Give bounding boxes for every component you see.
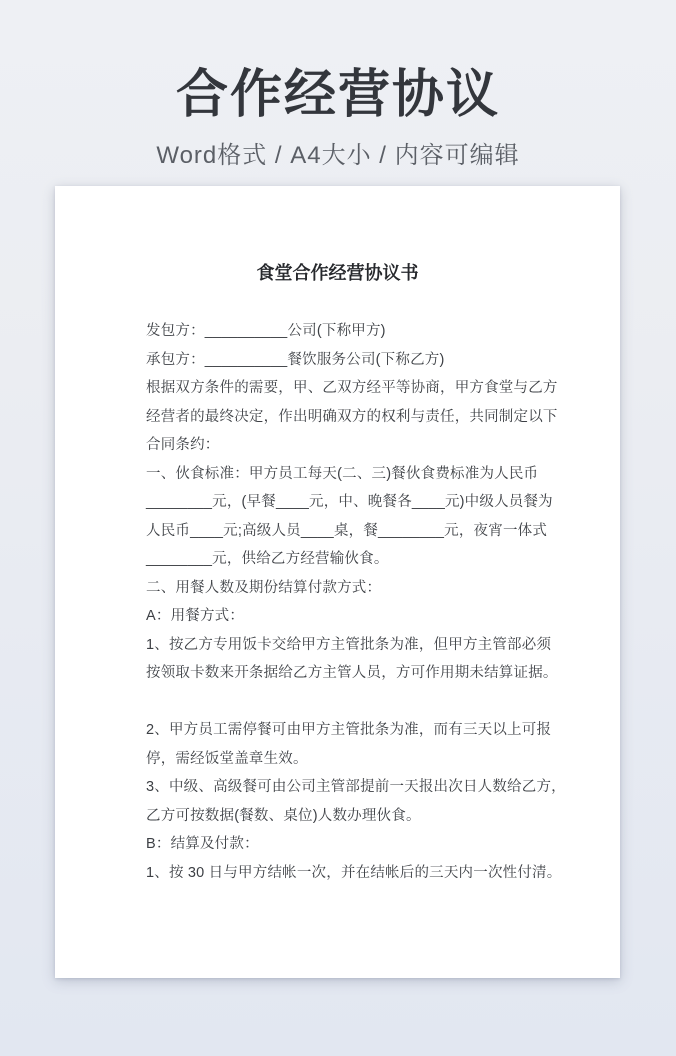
document-text-line: 停，需经饭堂盖章生效。: [146, 750, 308, 767]
document-blank-line: [146, 688, 529, 717]
document-text-line: ________元，(早餐____元，中、晚餐各____元)中级人员餐为: [146, 494, 553, 510]
document-text-line: 合同条约：: [146, 437, 220, 453]
document-text-line: 人民币____元;高级人员____桌，餐________元，夜宵一体式: [146, 522, 548, 539]
document-text-line: 1、按 30 日与甲方结帐一次，并在结帐后的三天内一次性付清。: [146, 864, 562, 881]
document-text-line: 3、中级、高级餐可由公司主管部提前一天报出次日人数给乙方，: [146, 779, 566, 795]
document-text-line: 乙方可按数据(餐数、桌位)人数办理伙食。: [146, 807, 421, 824]
document-page: [55, 186, 620, 978]
document-text-line: 1、按乙方专用饭卡交给甲方主管批条为准，但甲方主管部必须: [146, 636, 552, 653]
document-text-line: 经营者的最终决定，作出明确双方的权利与责任，共同制定以下: [146, 408, 558, 425]
document-body: [146, 317, 566, 887]
page-subtitle: Word格式 / A4大小 / 内容可编辑: [156, 141, 520, 169]
header: [0, 0, 676, 170]
document-text-line: 二、用餐人数及期份结算付款方式：: [146, 579, 382, 596]
document-text-line: 承包方：__________餐饮服务公司(下称乙方): [146, 351, 445, 368]
document-text-line: ________元，供给乙方经营输伙食。: [146, 551, 389, 567]
document-text-line: 按领取卡数来开条据给乙方主管人员，方可作用期未结算证据。: [146, 665, 558, 681]
document-text-line: 发包方：__________公司(下称甲方): [146, 323, 386, 339]
page-title: 合作经营协议: [175, 66, 500, 124]
document-text-line: 2、甲方员工需停餐可由甲方主管批条为准，而有三天以上可报: [146, 722, 552, 738]
document-text-line: B：结算及付款：: [146, 836, 259, 852]
document-text-line: A：用餐方式：: [146, 608, 245, 624]
document-title: 食堂合作经营协议书: [256, 263, 419, 283]
document-text-line: 根据双方条件的需要，甲、乙双方经平等协商，甲方食堂与乙方: [146, 380, 558, 396]
document-text-line: 一、伙食标准：甲方员工每天(二、三)餐伙食费标准为人民币: [146, 465, 539, 482]
